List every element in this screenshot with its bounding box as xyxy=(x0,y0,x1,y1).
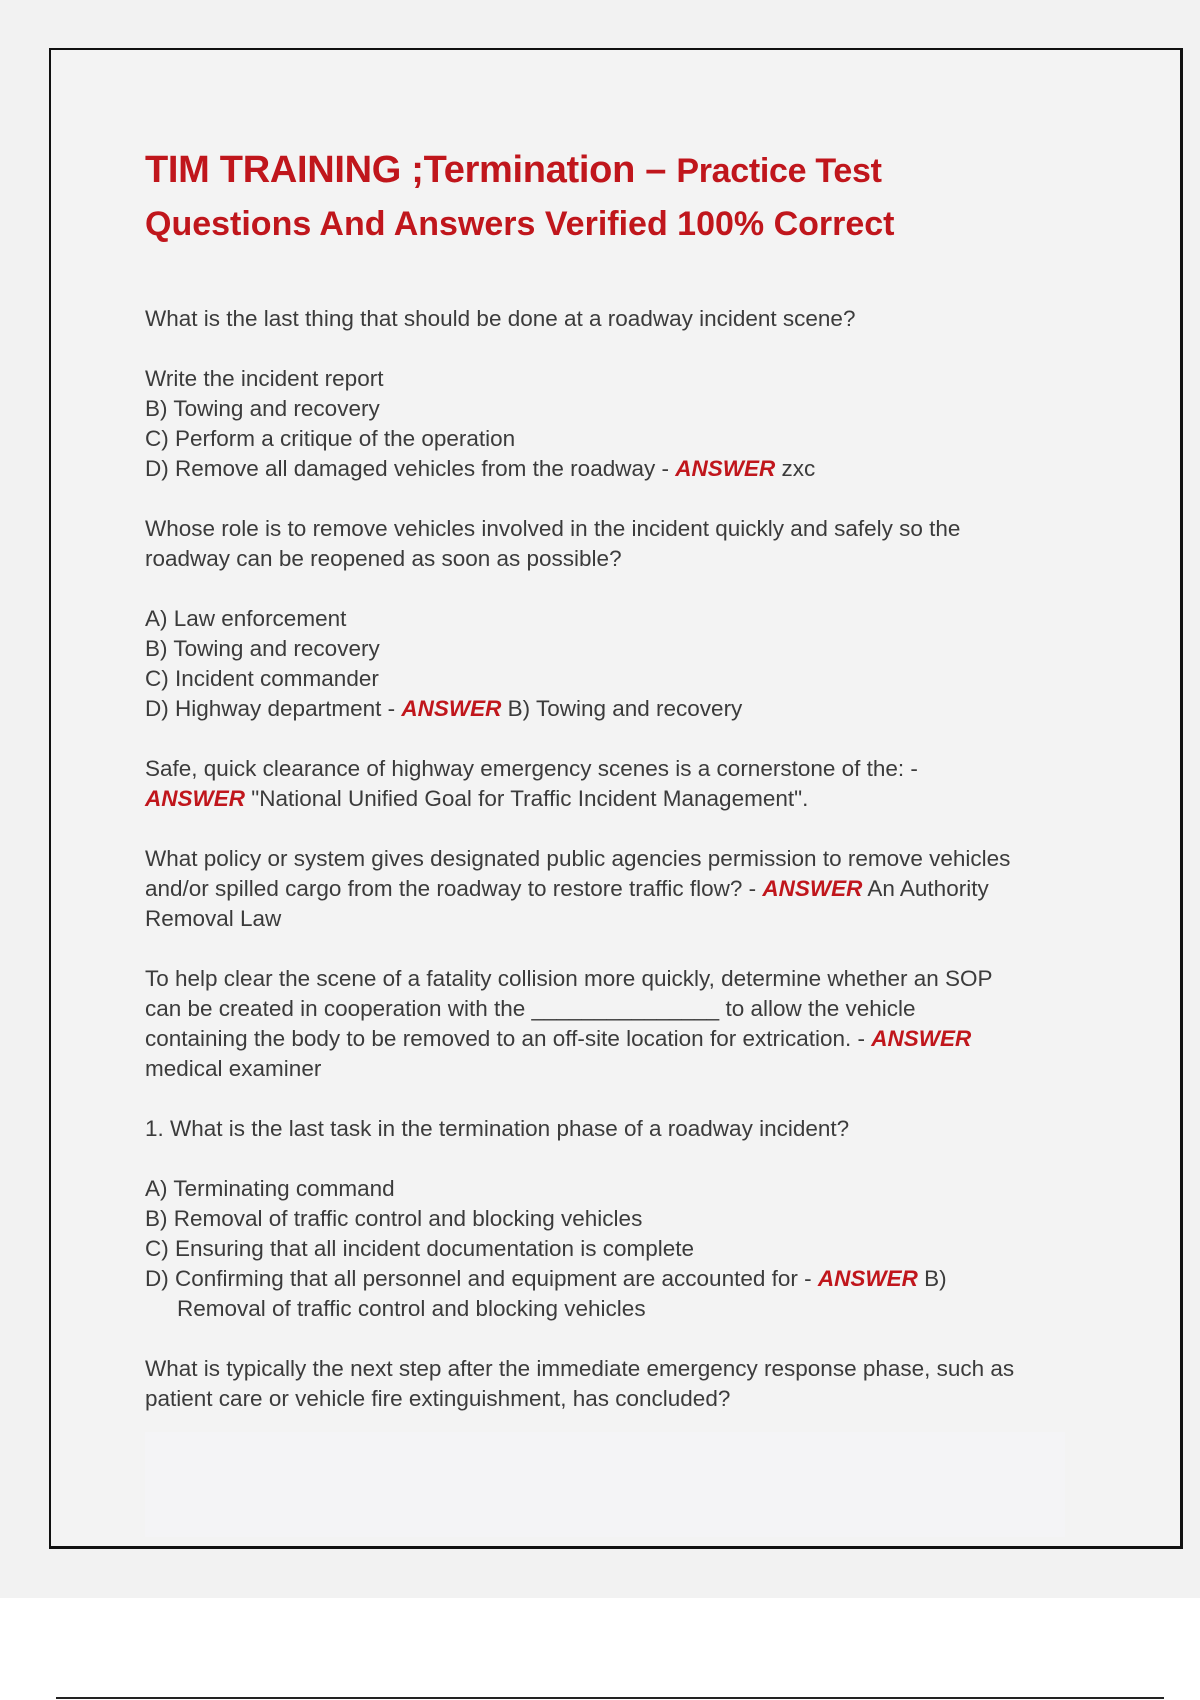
question-6 xyxy=(145,1114,1085,1144)
option: C) Perform a critique of the operation xyxy=(145,426,516,451)
option: D) Confirming that all personnel and equipment are accounted for - xyxy=(145,1266,818,1291)
option: D) Remove all damaged vehicles from the roadway - xyxy=(145,456,676,481)
question-text: What is the last thing that should be done at a roadway incident scene? xyxy=(145,306,856,331)
question-4 xyxy=(145,844,1085,934)
question-1-options xyxy=(145,364,1085,484)
document-title xyxy=(145,144,1145,251)
option: C) Incident commander xyxy=(145,666,379,691)
question-text: Safe, quick clearance of highway emergency scenes is a cornerstone of the: - xyxy=(145,756,918,781)
option-with-answer xyxy=(145,454,1085,484)
question-text: patient care or vehicle fire extinguishment, has concluded? xyxy=(145,1386,731,1411)
answer-text: An Authority xyxy=(862,876,989,901)
answer-text: Removal Law xyxy=(145,906,282,931)
option-with-answer xyxy=(145,1264,1085,1294)
question-text: What is typically the next step after the immediate emergency response phase, such as xyxy=(145,1356,1015,1381)
option: A) Law enforcement xyxy=(145,606,347,631)
question-text: roadway can be reopened as soon as possible? xyxy=(145,546,622,571)
title-line-1-tail: Practice Test xyxy=(676,152,882,190)
answer-label: ANSWER xyxy=(871,1026,972,1051)
question-text: and/or spilled cargo from the roadway to restore traffic flow? - xyxy=(145,876,763,901)
question-text: To help clear the scene of a fatality collision more quickly, determine whether an SOP xyxy=(145,966,993,991)
title-line-2: Questions And Answers Verified 100% Correct xyxy=(145,205,895,243)
blurred-preview-area xyxy=(145,1432,1065,1537)
answer-text: B) xyxy=(917,1266,947,1291)
question-1 xyxy=(145,304,1085,334)
question-text: can be created in cooperation with the _______________ to allow the vehicle xyxy=(145,996,916,1021)
question-7 xyxy=(145,1354,1085,1414)
question-text: Whose role is to remove vehicles involved in the incident quickly and safely so the xyxy=(145,516,961,541)
title-line-1 xyxy=(145,144,1145,197)
question-with-answer xyxy=(145,874,1085,904)
title-line-1-head: TIM TRAINING ;Termination – xyxy=(145,149,677,191)
answer-label: ANSWER xyxy=(401,696,502,721)
answer-text: Removal of traffic control and blocking vehicles xyxy=(177,1296,646,1321)
question-text: 1. What is the last task in the termination phase of a roadway incident? xyxy=(145,1116,850,1141)
option: B) Towing and recovery xyxy=(145,636,380,661)
answer-text: "National Unified Goal for Traffic Incident Management". xyxy=(245,786,809,811)
answer-label: ANSWER xyxy=(762,876,863,901)
option: C) Ensuring that all incident documentation is complete xyxy=(145,1236,695,1261)
question-6-options xyxy=(145,1174,1085,1324)
option: A) Terminating command xyxy=(145,1176,395,1201)
option: B) Removal of traffic control and blocking vehicles xyxy=(145,1206,643,1231)
answer-line xyxy=(145,784,1085,814)
answer-label: ANSWER xyxy=(817,1266,918,1291)
answer-text: medical examiner xyxy=(145,1056,322,1081)
option: B) Towing and recovery xyxy=(145,396,380,421)
question-with-answer xyxy=(145,1024,1085,1054)
answer-text: zxc xyxy=(775,456,816,481)
option: D) Highway department - xyxy=(145,696,402,721)
answer-label: ANSWER xyxy=(145,786,245,811)
footer-divider xyxy=(56,1697,1164,1699)
question-3 xyxy=(145,754,1085,814)
question-2 xyxy=(145,514,1085,574)
question-text: What policy or system gives designated public agencies permission to remove vehicles xyxy=(145,846,1011,871)
answer-text: B) Towing and recovery xyxy=(501,696,743,721)
question-2-options xyxy=(145,604,1085,724)
question-text: containing the body to be removed to an off-site location for extrication. - xyxy=(145,1026,872,1051)
option-with-answer xyxy=(145,694,1085,724)
option: Write the incident report xyxy=(145,366,384,391)
qa-content xyxy=(145,304,1085,1444)
question-5 xyxy=(145,964,1085,1084)
answer-label: ANSWER xyxy=(675,456,776,481)
